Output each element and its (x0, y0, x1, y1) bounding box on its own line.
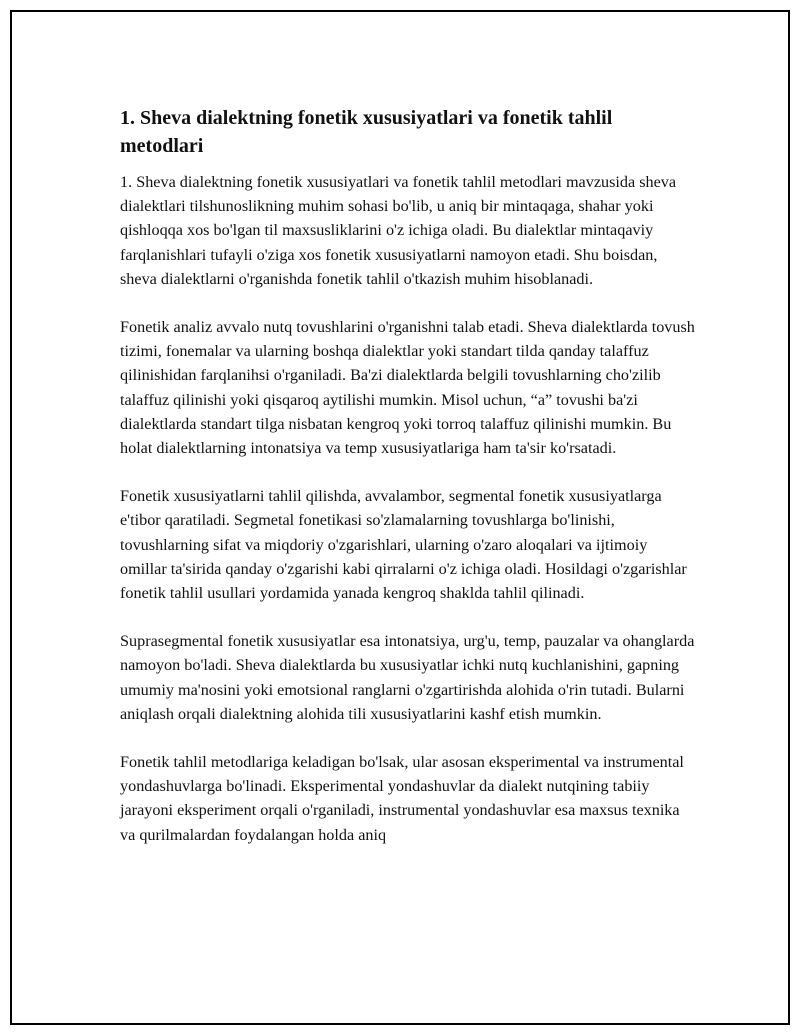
paragraph-4: Suprasegmental fonetik xususiyatlar esa intonatsiya, urg'u, temp, pauzalar va ohanglarda namoyon bo'ladi. Sheva dialektlarda bu xususiyatlar ichki nutq kuchlanishini, gapning umumiy ma'nosini yoki emotsional ranglarni o'zgartirishda alohida o'rin tutadi. Bularni aniqlash orqali dialektning alohida tili xususiyatlarini kashf etish mumkin. (120, 632, 695, 723)
paragraph-1: 1. Sheva dialektning fonetik xususiyatlari va fonetik tahlil metodlari mavzusida sheva dialektlari tilshunoslikning muhim sohasi bo'lib, u aniq bir mintaqaga, shahar yoki qishloqqa xos bo'lgan til maxsusliklarini o'z ichiga oladi. Bu dialektlar mintaqaviy farqlanishlari tufayli o'ziga xos fonetik xususiyatlarni namoyon etadi. Shu boisdan, sheva dialektlarni o'rganishda fonetik tahlil o'tkazish muhim hisoblanadi. (120, 173, 677, 288)
page-frame (10, 10, 790, 1025)
paragraph-5: Fonetik tahlil metodlariga keladigan bo'lsak, ular asosan eksperimental va instrumental yondashuvlarga bo'linadi. Eksperimental yondashuvlar da dialekt nutqining tabiiy jarayoni eksperiment orqali o'rganiladi, instrumental yondashuvlar esa maxsus texnika va qurilmalardan foydalangan holda aniq (120, 753, 684, 844)
document-body (120, 104, 698, 871)
paragraph-2: Fonetik analiz avvalo nutq tovushlarini o'rganishni talab etadi. Sheva dialektlarda tovush tizimi, fonemalar va ularning boshqa dialektlar yoki standart tilda qanday talaffuz qilinishidan farqlanihsi o'rganiladi. Ba'zi dialektlarda belgili tovushlarning cho'zilib talaffuz qilinishi yoki qisqaroq aytilishi mumkin. Misol uchun, “a” tovushi ba'zi dialektlarda standart tilga nisbatan kengroq yoki torroq talaffuz qilinishi mumkin. Bu holat dialektlarning intonatsiya va temp xususiyatlariga ham ta'sir ko'rsatadi. (120, 318, 695, 458)
document-heading: 1. Sheva dialektning fonetik xususiyatlari va fonetik tahlil metodlari (120, 107, 613, 157)
paragraph-3: Fonetik xususiyatlarni tahlil qilishda, avvalambor, segmental fonetik xususiyatlarga e'tibor qaratiladi. Segmetal fonetikasi so'zlamalarning tovushlarga bo'linishi, tovushlarning sifat va miqdoriy o'zgarishlari, ularning o'zaro aloqalari va ijtimoiy omillar ta'sirida qanday o'zgarishi kabi qirralarni o'z ichiga oladi. Hosildagi o'zgarishlar fonetik tahlil usullari yordamida yanada kengroq shaklda tahlil qilinadi. (120, 487, 687, 603)
